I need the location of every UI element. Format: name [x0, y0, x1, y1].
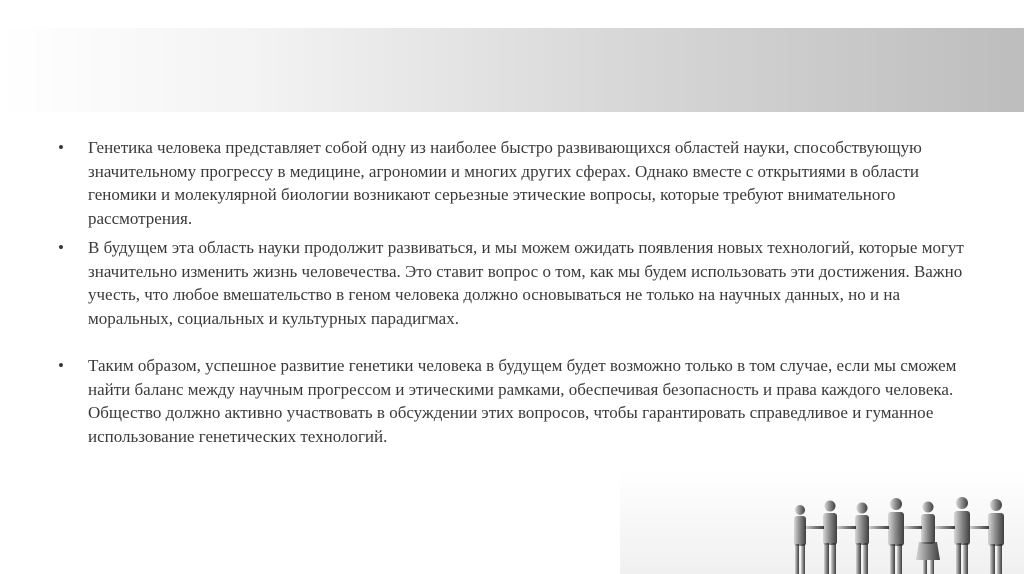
business-people-silhouettes — [760, 488, 1024, 574]
bullet-marker: • — [58, 356, 64, 375]
bullet-item-1 — [58, 136, 970, 230]
bullet-marker: • — [58, 138, 64, 157]
bullet-list — [58, 136, 970, 448]
content-area — [58, 136, 970, 454]
header-gradient-band — [0, 28, 1024, 112]
bullet-item-3 — [58, 354, 970, 448]
bullet-text: Генетика человека представляет собой одну из наиболее быстро развивающихся областей науки, способствующую значительному прогрессу в медицине, агрономии и многих других сферах. Однако вместе с открытиями в области геномики и молекулярной биологии возникают серьезные этические вопросы, которые требуют внимательного рассмотрения. — [88, 138, 922, 228]
bullet-marker: • — [58, 238, 64, 257]
bullet-text: В будущем эта область науки продолжит развиваться, и мы можем ожидать появления новых технологий, которые могут значительно изменить жизнь человечества. Это ставит вопрос о том, как мы будем использовать эти достижения. Важно учесть, что любое вмешательство в геном человека должно основываться не только на научных данных, но и на моральных, социальных и культурных парадигмах. — [88, 238, 964, 328]
bullet-text: Таким образом, успешное развитие генетики человека в будущем будет возможно только в том случае, если мы сможем найти баланс между научным прогрессом и этическими рамками, обеспечивая безопасность и права каждого человека. Общество должно активно участвовать в обсуждении этих вопросов, чтобы гарантировать справедливое и гуманное использование генетических технологий. — [88, 356, 957, 446]
bullet-item-2 — [58, 236, 970, 330]
